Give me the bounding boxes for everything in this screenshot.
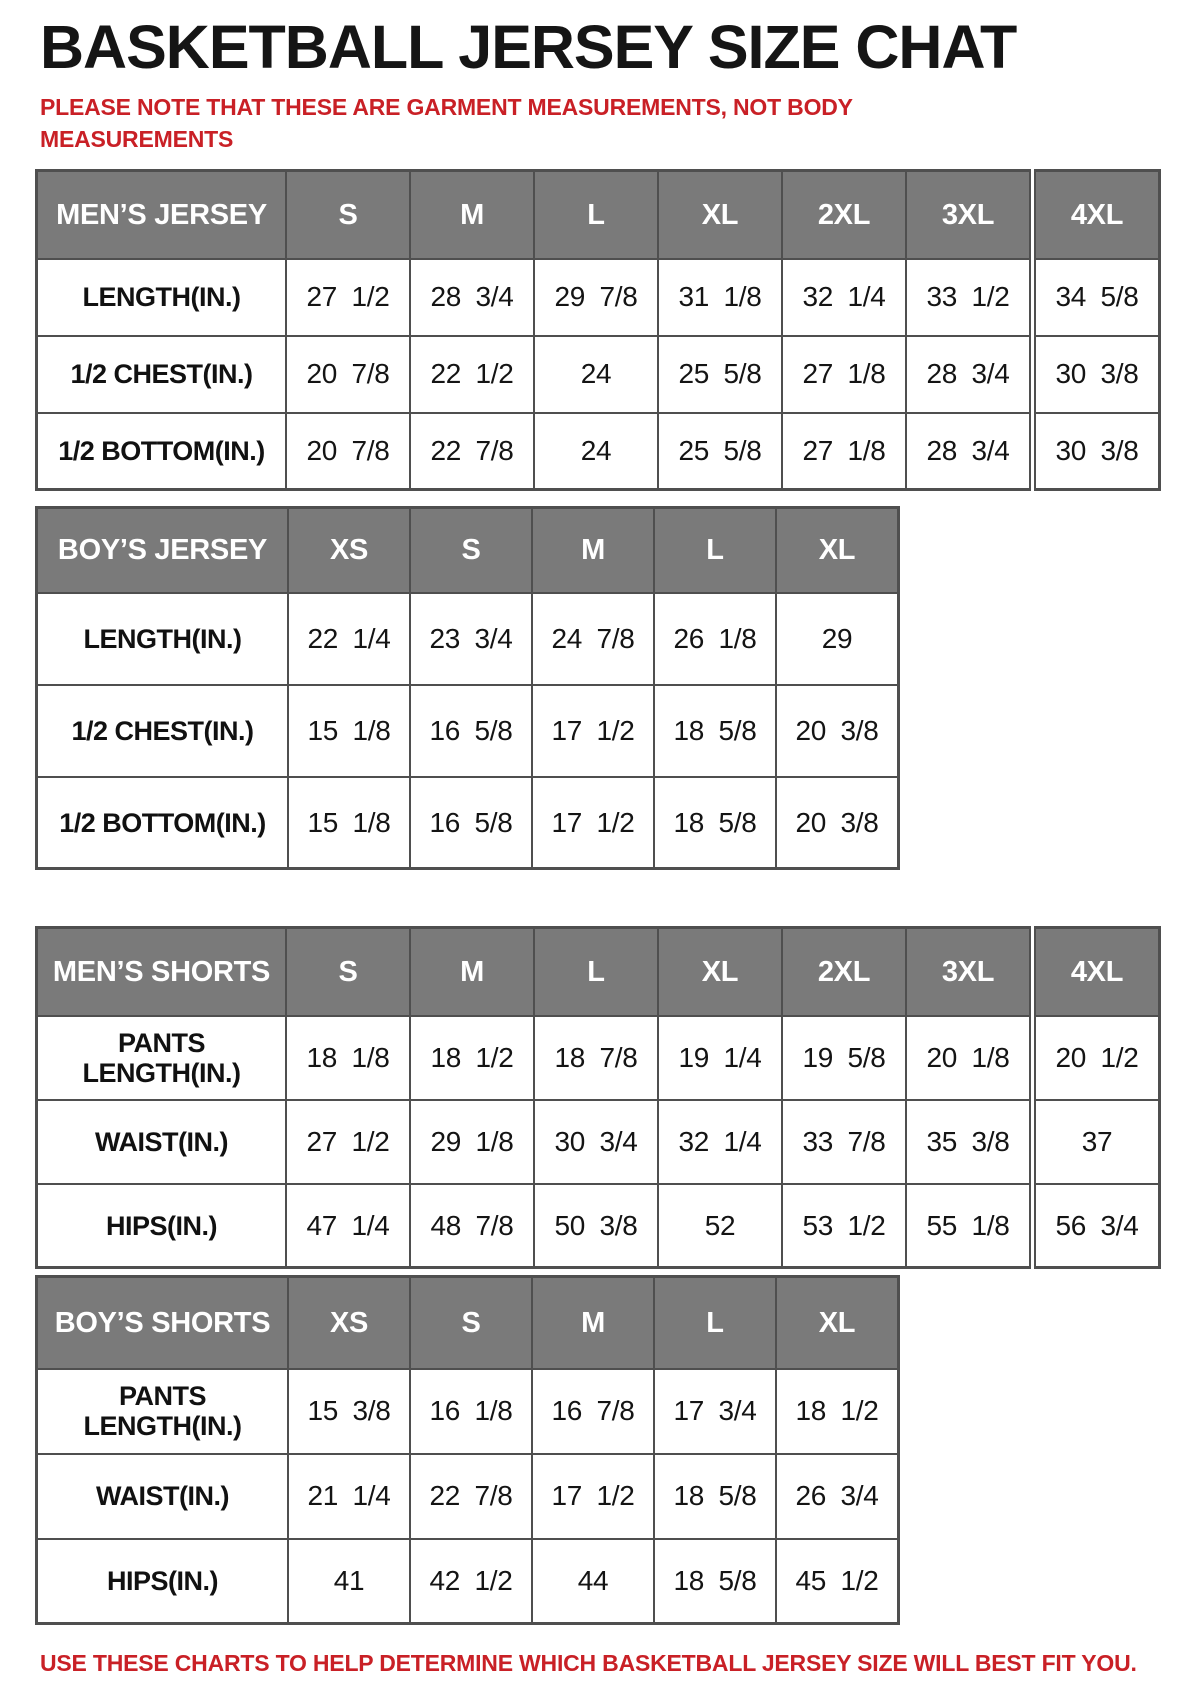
row-label: WAIST(IN.) xyxy=(37,1100,287,1184)
cell-value: 18 5/8 xyxy=(654,1539,776,1624)
cell-value: 37 xyxy=(1033,1100,1160,1184)
cell-value: 25 5/8 xyxy=(658,413,782,490)
row-label: HIPS(IN.) xyxy=(37,1184,287,1268)
size-header: M xyxy=(532,508,654,593)
size-header: 4XL xyxy=(1033,928,1160,1016)
cell-value: 27 1/8 xyxy=(782,413,906,490)
cell-value: 32 1/4 xyxy=(782,259,906,336)
cell-value: 16 7/8 xyxy=(532,1369,654,1454)
table-row xyxy=(37,593,899,685)
table-row xyxy=(37,1539,899,1624)
cell-value: 22 1/2 xyxy=(410,336,534,413)
cell-value: 18 1/2 xyxy=(410,1016,534,1100)
cell-value: 23 3/4 xyxy=(410,593,532,685)
cell-value: 17 3/4 xyxy=(654,1369,776,1454)
cell-value: 44 xyxy=(532,1539,654,1624)
cell-value: 18 5/8 xyxy=(654,685,776,777)
page-title: BASKETBALL JERSEY SIZE CHAT xyxy=(40,13,1017,81)
size-header: M xyxy=(532,1277,654,1369)
table-row xyxy=(37,259,1160,336)
size-header: XS xyxy=(288,508,410,593)
cell-value: 19 5/8 xyxy=(782,1016,906,1100)
size-header: S xyxy=(410,1277,532,1369)
cell-value: 27 1/2 xyxy=(286,1100,410,1184)
mens-jersey-table xyxy=(35,169,1161,491)
size-header: 4XL xyxy=(1033,171,1160,259)
cell-value: 24 xyxy=(534,413,658,490)
cell-value: 18 1/8 xyxy=(286,1016,410,1100)
size-header: XS xyxy=(288,1277,410,1369)
cell-value: 20 1/8 xyxy=(906,1016,1033,1100)
cell-value: 26 3/4 xyxy=(776,1454,899,1539)
cell-value: 17 1/2 xyxy=(532,685,654,777)
table-row xyxy=(37,336,1160,413)
row-label: 1/2 CHEST(IN.) xyxy=(37,336,287,413)
cell-value: 27 1/8 xyxy=(782,336,906,413)
cell-value: 20 7/8 xyxy=(286,413,410,490)
cell-value: 33 1/2 xyxy=(906,259,1033,336)
row-label: 1/2 CHEST(IN.) xyxy=(37,685,289,777)
cell-value: 18 5/8 xyxy=(654,777,776,869)
row-label: 1/2 BOTTOM(IN.) xyxy=(37,777,289,869)
size-header: XL xyxy=(776,508,899,593)
table-name: MEN’S SHORTS xyxy=(37,928,287,1016)
cell-value: 29 1/8 xyxy=(410,1100,534,1184)
cell-value: 31 1/8 xyxy=(658,259,782,336)
row-label: LENGTH(IN.) xyxy=(37,259,287,336)
size-header: XL xyxy=(776,1277,899,1369)
table-name: BOY’S JERSEY xyxy=(37,508,289,593)
table-row xyxy=(37,1454,899,1539)
size-header: L xyxy=(534,171,658,259)
size-header: XL xyxy=(658,928,782,1016)
cell-value: 29 xyxy=(776,593,899,685)
cell-value: 26 1/8 xyxy=(654,593,776,685)
cell-value: 42 1/2 xyxy=(410,1539,532,1624)
cell-value: 33 7/8 xyxy=(782,1100,906,1184)
cell-value: 27 1/2 xyxy=(286,259,410,336)
size-header: M xyxy=(410,171,534,259)
mens-shorts-table xyxy=(35,926,1161,1269)
table-row xyxy=(37,1184,1160,1268)
cell-value: 28 3/4 xyxy=(410,259,534,336)
cell-value: 55 1/8 xyxy=(906,1184,1033,1268)
header-row xyxy=(37,1277,899,1369)
cell-value: 28 3/4 xyxy=(906,336,1033,413)
cell-value: 22 7/8 xyxy=(410,1454,532,1539)
table-row xyxy=(37,1369,899,1454)
cell-value: 32 1/4 xyxy=(658,1100,782,1184)
header-row xyxy=(37,928,1160,1016)
cell-value: 20 3/8 xyxy=(776,685,899,777)
cell-value: 41 xyxy=(288,1539,410,1624)
cell-value: 20 3/8 xyxy=(776,777,899,869)
row-label: 1/2 BOTTOM(IN.) xyxy=(37,413,287,490)
cell-value: 22 7/8 xyxy=(410,413,534,490)
row-label: PANTS LENGTH(IN.) xyxy=(37,1016,287,1100)
fit-advice-note: USE THESE CHARTS TO HELP DETERMINE WHICH BASKETBALL JERSEY SIZE WILL BEST FIT YOU. xyxy=(40,1650,1137,1677)
cell-value: 18 5/8 xyxy=(654,1454,776,1539)
cell-value: 17 1/2 xyxy=(532,777,654,869)
cell-value: 17 1/2 xyxy=(532,1454,654,1539)
garment-measurement-note: PLEASE NOTE THAT THESE ARE GARMENT MEASUREMENTS, NOT BODY MEASUREMENTS xyxy=(40,94,853,152)
cell-value: 50 3/8 xyxy=(534,1184,658,1268)
size-header: 3XL xyxy=(906,171,1033,259)
cell-value: 48 7/8 xyxy=(410,1184,534,1268)
header-row xyxy=(37,508,899,593)
cell-value: 25 5/8 xyxy=(658,336,782,413)
cell-value: 21 1/4 xyxy=(288,1454,410,1539)
cell-value: 18 1/2 xyxy=(776,1369,899,1454)
boys-jersey-table xyxy=(35,506,900,870)
cell-value: 35 3/8 xyxy=(906,1100,1033,1184)
cell-value: 16 5/8 xyxy=(410,685,532,777)
cell-value: 19 1/4 xyxy=(658,1016,782,1100)
cell-value: 15 1/8 xyxy=(288,685,410,777)
size-header: 3XL xyxy=(906,928,1033,1016)
table-row xyxy=(37,777,899,869)
row-label: WAIST(IN.) xyxy=(37,1454,289,1539)
cell-value: 24 7/8 xyxy=(532,593,654,685)
size-header: 2XL xyxy=(782,928,906,1016)
size-header: L xyxy=(534,928,658,1016)
size-header: L xyxy=(654,1277,776,1369)
cell-value: 18 7/8 xyxy=(534,1016,658,1100)
table-row xyxy=(37,1016,1160,1100)
table-name: BOY’S SHORTS xyxy=(37,1277,289,1369)
cell-value: 16 1/8 xyxy=(410,1369,532,1454)
size-header: M xyxy=(410,928,534,1016)
row-label: HIPS(IN.) xyxy=(37,1539,289,1624)
boys-shorts-table xyxy=(35,1275,900,1625)
cell-value: 29 7/8 xyxy=(534,259,658,336)
cell-value: 45 1/2 xyxy=(776,1539,899,1624)
row-label: PANTS LENGTH(IN.) xyxy=(37,1369,289,1454)
size-header: XL xyxy=(658,171,782,259)
size-header: S xyxy=(410,508,532,593)
cell-value: 15 3/8 xyxy=(288,1369,410,1454)
table-row xyxy=(37,413,1160,490)
size-header: 2XL xyxy=(782,171,906,259)
cell-value: 22 1/4 xyxy=(288,593,410,685)
cell-value: 16 5/8 xyxy=(410,777,532,869)
table-row xyxy=(37,1100,1160,1184)
table-name: MEN’S JERSEY xyxy=(37,171,287,259)
cell-value: 24 xyxy=(534,336,658,413)
cell-value: 52 xyxy=(658,1184,782,1268)
size-header: S xyxy=(286,928,410,1016)
header-row xyxy=(37,171,1160,259)
cell-value: 15 1/8 xyxy=(288,777,410,869)
cell-value: 28 3/4 xyxy=(906,413,1033,490)
table-row xyxy=(37,685,899,777)
cell-value: 30 3/8 xyxy=(1033,413,1160,490)
cell-value: 20 1/2 xyxy=(1033,1016,1160,1100)
cell-value: 47 1/4 xyxy=(286,1184,410,1268)
cell-value: 20 7/8 xyxy=(286,336,410,413)
cell-value: 53 1/2 xyxy=(782,1184,906,1268)
cell-value: 30 3/8 xyxy=(1033,336,1160,413)
size-header: S xyxy=(286,171,410,259)
cell-value: 30 3/4 xyxy=(534,1100,658,1184)
cell-value: 56 3/4 xyxy=(1033,1184,1160,1268)
size-header: L xyxy=(654,508,776,593)
cell-value: 34 5/8 xyxy=(1033,259,1160,336)
row-label: LENGTH(IN.) xyxy=(37,593,289,685)
